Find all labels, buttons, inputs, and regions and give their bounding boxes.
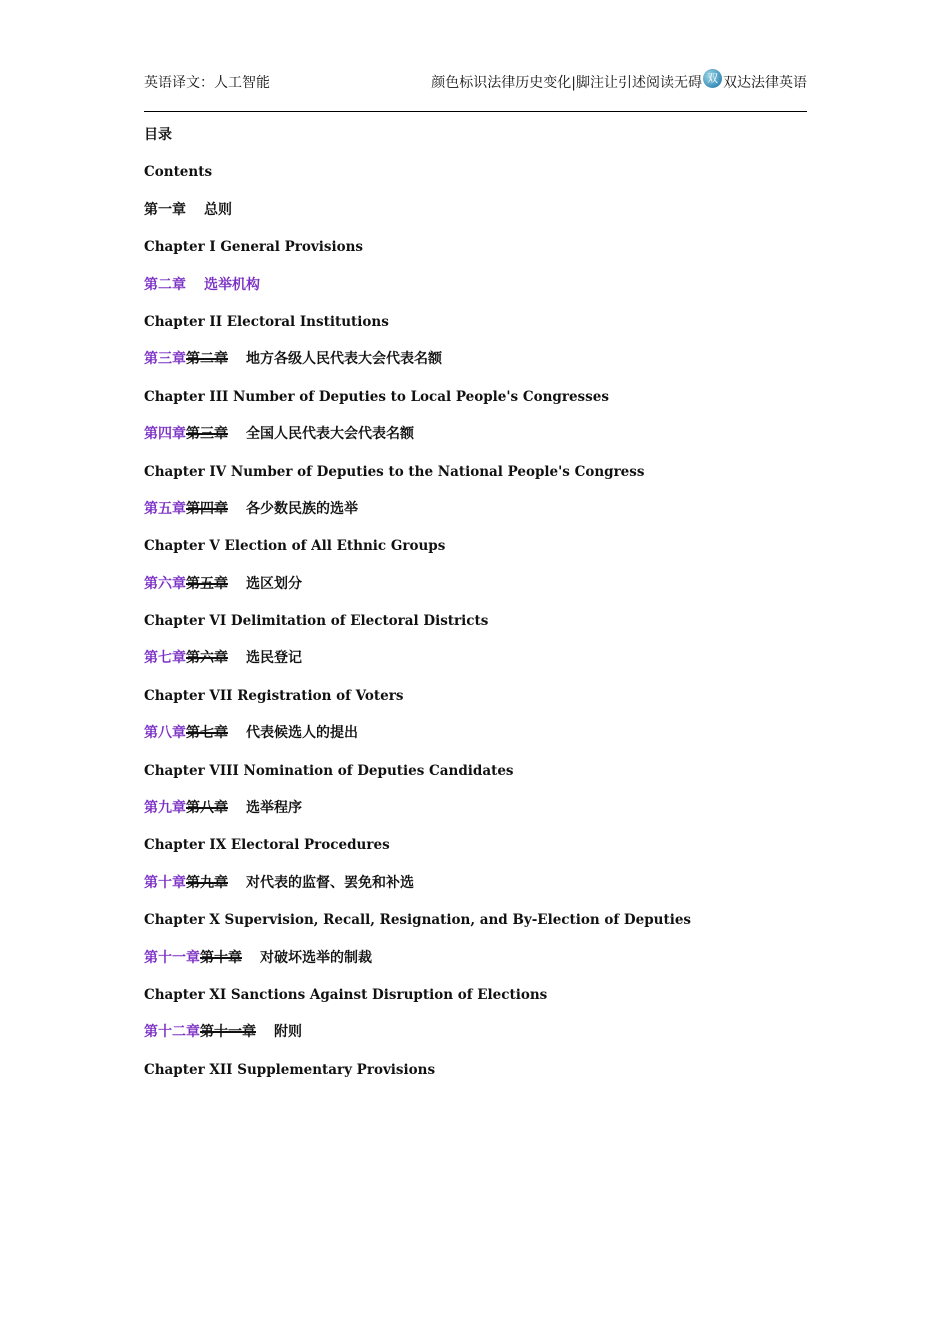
- toc-chapter-en[interactable]: Chapter V Election of All Ethnic Groups: [144, 538, 446, 555]
- toc-chapter-zh[interactable]: [144, 722, 807, 759]
- toc-chapter-en[interactable]: Chapter III Number of Deputies to Local People's Congresses: [144, 388, 609, 405]
- chapter-title-zh: 对破坏选举的制裁: [260, 949, 372, 966]
- toc-chapter-zh[interactable]: [144, 1021, 807, 1058]
- chapter-title-zh: 选区划分: [246, 575, 302, 592]
- header-document-title: 英语译文：人工智能: [144, 75, 270, 91]
- chapter-number-new: 第七章: [144, 650, 186, 667]
- header-brand-name: 双达法律英语: [723, 75, 807, 91]
- chapter-number-new: 第三章: [144, 351, 186, 368]
- chapter-title-zh: 对代表的监督、罢免和补选: [246, 874, 414, 891]
- chapter-title-zh: 全国人民代表大会代表名额: [246, 426, 414, 443]
- toc-chapter-en[interactable]: Chapter VIII Nomination of Deputies Candidates: [144, 762, 514, 779]
- toc-chapter-en[interactable]: Chapter II Electoral Institutions: [144, 313, 389, 330]
- chapter-number-new: 第十章: [144, 874, 186, 891]
- chapter-number-new: 第六章: [144, 575, 186, 592]
- brand-logo-icon: 双: [703, 69, 722, 88]
- toc-chapter-en[interactable]: Chapter VII Registration of Voters: [144, 687, 404, 704]
- chapter-number-old: 第十一章: [200, 1024, 256, 1041]
- header-tagline: 颜色标识法律历史变化|脚注让引述阅读无碍: [431, 75, 702, 91]
- toc-chapter-zh[interactable]: [144, 274, 807, 311]
- chapter-number-old: 第五章: [186, 575, 228, 592]
- toc-chapter-en[interactable]: Chapter IX Electoral Procedures: [144, 837, 390, 854]
- toc-chapter-zh[interactable]: [144, 573, 807, 610]
- toc-chapter-en[interactable]: Chapter IV Number of Deputies to the National People's Congress: [144, 463, 645, 480]
- header-brand: [431, 73, 807, 93]
- chapter-title-zh: 选举机构: [204, 276, 260, 293]
- chapter-number-new: 第九章: [144, 800, 186, 817]
- chapter-number-old: 第六章: [186, 650, 228, 667]
- toc-chapter-zh[interactable]: [144, 348, 807, 385]
- toc-chapter-zh[interactable]: [144, 199, 807, 236]
- toc-title-zh: 目录: [144, 127, 172, 143]
- toc-chapter-zh[interactable]: [144, 797, 807, 834]
- header-divider: [144, 111, 807, 112]
- table-of-contents: [144, 124, 807, 1096]
- chapter-title-zh: 各少数民族的选举: [246, 500, 358, 517]
- chapter-number-new: 第十一章: [144, 949, 200, 966]
- chapter-title-zh: 地方各级人民代表大会代表名额: [246, 351, 442, 368]
- toc-chapter-zh[interactable]: [144, 872, 807, 909]
- chapter-title-zh: 选举程序: [246, 800, 302, 817]
- chapter-number-old: 第二章: [186, 351, 228, 368]
- toc-title-en: Contents: [144, 164, 213, 181]
- toc-chapter-en[interactable]: Chapter VI Delimitation of Electoral Districts: [144, 613, 489, 630]
- toc-chapter-zh[interactable]: [144, 498, 807, 535]
- chapter-number: 第一章: [144, 201, 186, 218]
- chapter-number-old: 第七章: [186, 725, 228, 742]
- chapter-number-old: 第九章: [186, 874, 228, 891]
- toc-chapter-en[interactable]: Chapter XI Sanctions Against Disruption of Elections: [144, 986, 548, 1003]
- chapter-title-zh: 选民登记: [246, 650, 302, 667]
- chapter-number-old: 第十章: [200, 949, 242, 966]
- chapter-number-old: 第三章: [186, 426, 228, 443]
- chapter-title-zh: 总则: [204, 201, 232, 218]
- chapter-number-new: 第四章: [144, 426, 186, 443]
- toc-chapter-en[interactable]: Chapter X Supervision, Recall, Resignation, and By-Election of Deputies: [144, 912, 692, 929]
- chapter-number-new: 第十二章: [144, 1024, 200, 1041]
- toc-chapter-zh[interactable]: [144, 423, 807, 460]
- toc-chapter-zh[interactable]: [144, 947, 807, 984]
- chapter-number-old: 第八章: [186, 800, 228, 817]
- chapter-number-new: 第五章: [144, 500, 186, 517]
- chapter-title-zh: 附则: [274, 1024, 302, 1041]
- toc-chapter-en[interactable]: Chapter XII Supplementary Provisions: [144, 1061, 436, 1078]
- chapter-title-zh: 代表候选人的提出: [246, 725, 358, 742]
- chapter-number-new: 第八章: [144, 725, 186, 742]
- toc-chapter-zh[interactable]: [144, 647, 807, 684]
- toc-chapter-en[interactable]: Chapter I General Provisions: [144, 239, 363, 256]
- chapter-number-new: 第二章: [144, 276, 186, 293]
- chapter-number-old: 第四章: [186, 500, 228, 517]
